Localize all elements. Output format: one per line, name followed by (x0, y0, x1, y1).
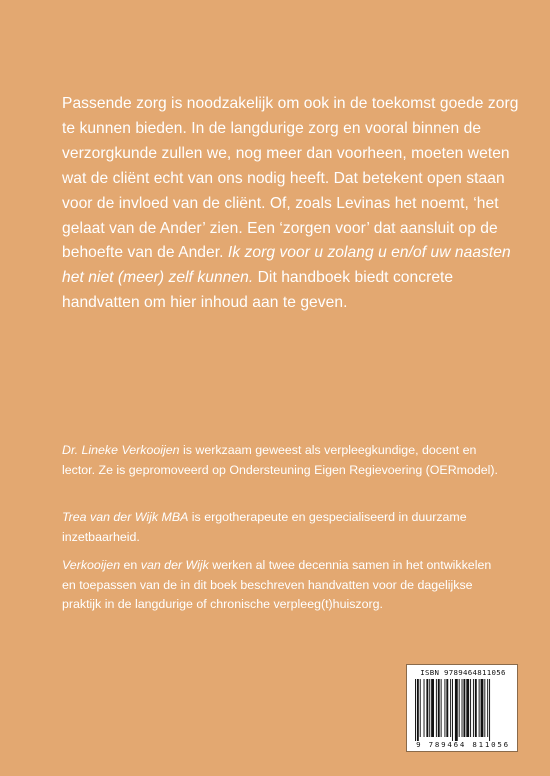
back-cover-blurb (62, 92, 522, 316)
barcode-bars (413, 679, 513, 741)
barcode-bar (438, 679, 440, 737)
barcode-bar (470, 679, 471, 737)
barcode-bar (463, 679, 465, 737)
barcode-bar (444, 679, 445, 737)
barcode-bar (479, 679, 480, 737)
barcode-bar (489, 679, 490, 741)
conjunction: en (120, 558, 141, 572)
author-name-verkooijen: Verkooijen (62, 558, 121, 572)
author-name-van-der-wijk: Trea van der Wijk MBA (62, 510, 189, 524)
author-bio-verkooijen (62, 441, 502, 480)
collaboration-text: werken al twee decennia samen in het ontwikkelen en toepassen van de in dit boek beschreven handvatten voor de dagelijkse praktijk in de langdurige of chronische verpleeg(t)huiszorg. (62, 558, 492, 611)
author-bio-text: is werkzaam geweest als verpleegkundige, docent en lector. Ze is gepromoveerd op Ondersteuning Eigen Regievoering (OERmodel). (62, 443, 498, 477)
blurb-text-outro: Dit handboek biedt concrete handvatten om hier inhoud aan te geven. (62, 269, 454, 312)
barcode-bar (452, 679, 453, 741)
barcode-bar (431, 679, 434, 737)
barcode-bar (415, 679, 416, 741)
authors-collaboration-note (62, 556, 502, 615)
barcode-bar (426, 679, 428, 737)
barcode-bar (487, 679, 488, 737)
barcode-bar (455, 679, 458, 741)
barcode-bar (466, 679, 469, 737)
author-bio-text: is ergotherapeute en gespecialiseerd in duurzame inzetbaarheid. (62, 510, 467, 544)
author-name-van-der-wijk: van der Wijk (140, 558, 209, 572)
barcode-digits: 9 789464 811056 (416, 740, 510, 749)
barcode-bar (462, 679, 463, 737)
barcode-bar (424, 679, 425, 737)
isbn-label: ISBN 9789464811056 (420, 668, 506, 677)
barcode-bar (481, 679, 484, 737)
barcode-bar (459, 679, 460, 737)
barcode-bar (446, 679, 448, 737)
barcode-bar (484, 679, 485, 737)
barcode-bar (473, 679, 474, 737)
barcode-bar (450, 679, 451, 737)
isbn-barcode (406, 664, 518, 752)
author-name-verkooijen: Dr. Lineke Verkooijen (62, 443, 180, 457)
barcode-bar (475, 679, 477, 737)
blurb-text-intro: Passende zorg is noodzakelijk om ook in de toekomst goede zorg te kunnen bieden. In de langdurige zorg en vooral binnen de verzorgkunde zullen we, nog meer dan voorheen, moeten weten wat de cliënt echt van ons nodig heeft. Dat betekent open staan voor de invloed van de cliënt. Of, zoals Levinas het noemt, ‘het gelaat van de Ander’ zien. Een ‘zorgen voor’ dat aansluit op de behoefte van de Ander. (62, 95, 519, 262)
author-bio-van-der-wijk (62, 508, 502, 547)
barcode-bar (420, 679, 421, 737)
barcode-bar (417, 679, 419, 741)
barcode-bar (436, 679, 437, 737)
barcode-bar (441, 679, 442, 737)
barcode-bar (429, 679, 430, 737)
blurb-quote: Ik zorg voor u zolang u en/of uw naasten het niet (meer) zelf kunnen. (62, 244, 511, 287)
